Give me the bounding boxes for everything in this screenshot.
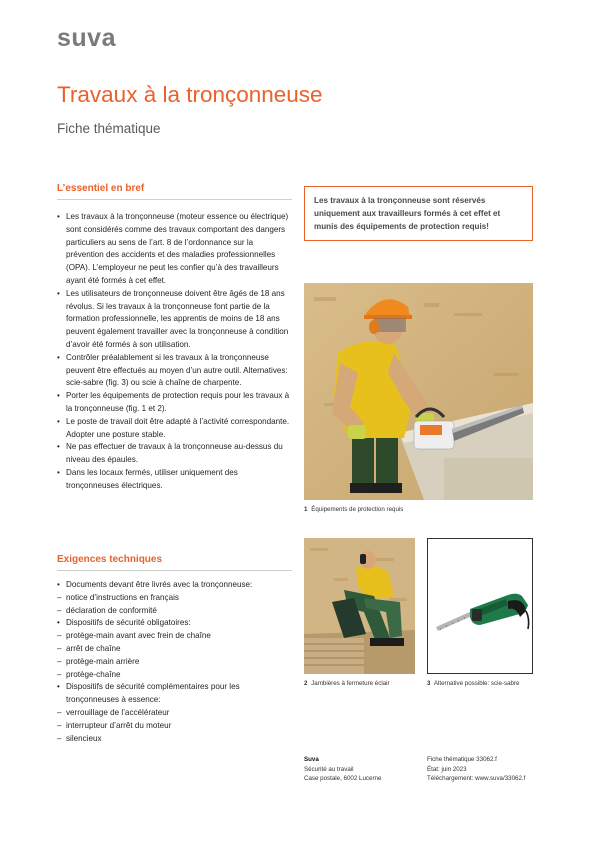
footer-org-line2: Case postale, 6002 Lucerne xyxy=(304,775,382,783)
exigences-item: • Dispositifs de sécurité complémentaires pour les tronçonneuses à essence: xyxy=(57,681,293,707)
exigences-heading: Exigences techniques xyxy=(57,554,292,571)
photo-reciprocating-saw xyxy=(427,538,533,674)
figure-3-text: Alternative possible: scie-sabre xyxy=(433,680,520,687)
exigences-item: • Documents devant être livrés avec la tronçonneuse: xyxy=(57,579,293,592)
suva-logo: suva xyxy=(57,24,116,52)
figure-1-text: Équipements de protection requis xyxy=(311,506,404,513)
exigences-item: • Dispositifs de sécurité obligatoires: xyxy=(57,617,293,630)
footer-org-name: Suva xyxy=(304,756,319,763)
footer-doc xyxy=(427,755,525,784)
essentiel-heading: L’essentiel en bref xyxy=(57,183,292,200)
figure-1-number: 1 xyxy=(304,506,308,513)
essentiel-list xyxy=(57,211,293,493)
page-title: Travaux à la tronçonneuse xyxy=(57,82,323,107)
essentiel-item: • Contrôler préalablement si les travaux à la tronçonneuse peuvent être effectués au moyen d’un autre outil. Alternatives: scie-sabre (fig. 3) ou scie à chaîne de charpente. xyxy=(57,352,293,390)
essentiel-item: • Porter les équipements de protection requis pour les travaux à la tronçonneuse (fig. 1 et 2). xyxy=(57,390,293,416)
figure-2-text: Jambières à fermeture éclair xyxy=(311,680,390,687)
exigences-subitem: – verrouillage de l’accélérateur xyxy=(57,707,293,720)
photo-leg-protection xyxy=(304,538,415,674)
figure-2-number: 2 xyxy=(304,680,308,687)
exigences-subitem: – interrupteur d’arrêt du moteur xyxy=(57,720,293,733)
footer-doc-state: État: juin 2023 xyxy=(427,765,467,773)
page-subtitle: Fiche thématique xyxy=(57,121,161,136)
exigences-subitem: – protège-chaîne xyxy=(57,669,293,682)
exigences-subitem: – déclaration de conformité xyxy=(57,605,293,618)
essentiel-item: • Ne pas effectuer de travaux à la tronçonneuse au-dessus du niveau des épaules. xyxy=(57,441,293,467)
figure-1-caption xyxy=(304,506,403,513)
exigences-subitem: – arrêt de chaîne xyxy=(57,643,293,656)
essentiel-item: • Les utilisateurs de tronçonneuse doivent être âgés de 18 ans révolus. Si les travaux à la tronçonneuse font partie de la formation professionnelle, les apprentis de moins de 18 ans peuvent également travailler avec la tronçonneuse à condition d’avoir été formés à son utilisation. xyxy=(57,288,293,352)
photo-chainsaw-worker xyxy=(304,283,533,500)
figure-3-caption xyxy=(427,680,519,687)
essentiel-item: • Dans les locaux fermés, utiliser uniquement des tronçonneuses électriques. xyxy=(57,467,293,493)
figure-3-number: 3 xyxy=(427,680,431,687)
exigences-subitem: – notice d’instructions en français xyxy=(57,592,293,605)
essentiel-item: • Les travaux à la tronçonneuse (moteur essence ou électrique) sont considérés comme des travaux comportant des dangers particuliers au sens de l’art. 8 de l’ordonnance sur la prévention des accidents et des maladies professionnelles (OPA). L’employeur ne peut les confier qu’à des travailleurs ayant été formés à cet effet. xyxy=(57,211,293,288)
essentiel-item: • Le poste de travail doit être adapté à l’activité correspondante. Adopter une posture stable. xyxy=(57,416,293,442)
figure-2-caption xyxy=(304,680,390,687)
exigences-subitem: – protège-main arrière xyxy=(57,656,293,669)
footer-download-link[interactable]: Téléchargement: www.suva/33062.f xyxy=(427,775,526,783)
footer-org xyxy=(304,755,381,784)
exigences-list xyxy=(57,579,293,745)
warning-callout: Les travaux à la tronçonneuse sont réservés uniquement aux travailleurs formés à cet effet et munis des équipements de protection requis! xyxy=(304,186,533,241)
essentiel-section xyxy=(57,183,292,200)
exigences-subitem: – silencieux xyxy=(57,733,293,746)
exigences-section xyxy=(57,554,292,571)
exigences-subitem: – protège-main avant avec frein de chaîne xyxy=(57,630,293,643)
footer-doc-number: Fiche thématique 33062.f xyxy=(427,756,497,763)
footer-org-line1: Sécurité au travail xyxy=(304,765,354,773)
